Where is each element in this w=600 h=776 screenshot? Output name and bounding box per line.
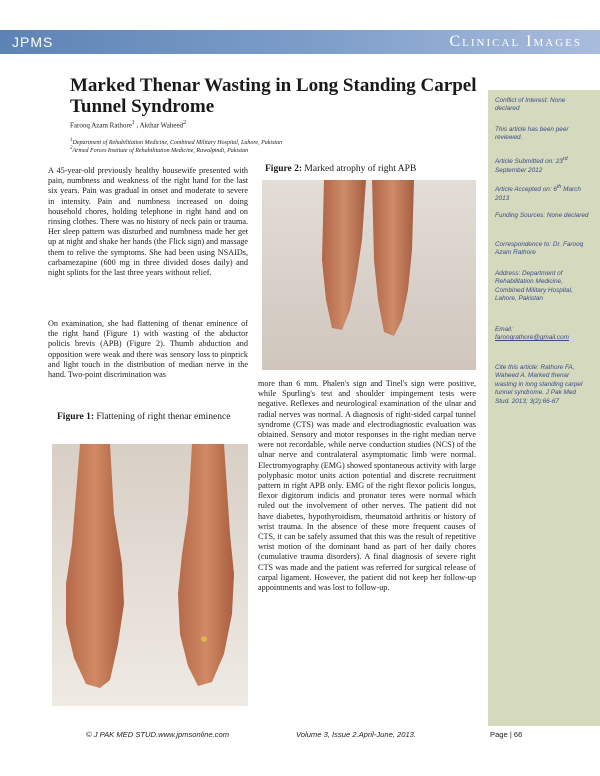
peer-review-note: This article has been peer reviewed. [495,126,569,142]
figure-2-photo [262,180,476,370]
body-paragraph-2: On examination, she had flattening of thenar eminence of the right hand (Figure 1) with wasting of the abductor policis brevis (APB) (Figure 2). Thumb abduction and opposition were weak and there was sensory loss to pinprick and light touch in the distribution of median nerve in the hand. Two-point discrimination was [48,319,248,380]
footer-copyright: © J PAK MED STUD.www.jpmsonline.com [86,730,230,739]
figure-1-photo [52,444,248,706]
citation: Cite this article: Rathore FA, Waheed A. Marked thenar wasting in long standing carpel tunnel syndrome. J Pak Med Stud. 2013; 3(2):66-67 [495,364,583,405]
body-paragraph-3: more than 6 mm. Phalen's sign and Tinel's sign were positive, while Spurling's test and shoulder impingement tests were negative. Reflexes and neurological examination of the ulnar and radial nerves was normal. A diagnosis of right-sided carpal tunnel syndrome (CTS) was made and electrodiagnostic evaluation was obtained. Sensory and motor responses in the right median nerve were not recordable, while nerve conduction studies (NCS) of the ulnar nerve and contralateral asymptomatic limb were normal. Electromyography (EMG) showed spontaneous activity with large polyphasic motor units action potential and discrete recruitment pattern in right APB only. EMG of the right flexor policis longus, flexor digitorum indicis and pronator teres were normal which ruled out the involvement of other nerves. The patient did not have diabetes, hypothyroidism, rheumatoid arthritis or history of wrist trauma. In the absence of these more frequent causes of CTS, it can be safely assumed that this was the result of repetitive wrist motion of the dominant hand as part of her daily chores (cumulative trauma disorders). A final diagnosis of severe right CTS was made and the patient was referred for surgical release of carpal ligament. However, the patient did not keep her follow-up appointments and was lost to follow-up. [258,379,476,593]
footer-issue: Volume 3, Issue 2.April-June, 2013. [296,730,417,739]
affiliation-1: $^1$Department of Rehabilitation Medicine, Combined Military Hospital, Lahore, Pakistan [70,138,283,146]
journal-name: JPMS [12,34,54,50]
correspondence: Correspondence to: Dr. Farooq Azam Rathore [495,241,584,257]
forearms-photo [262,180,476,370]
article-title: Marked Thenar Wasting in Long Standing Carpel Tunnel Syndrome [70,75,477,117]
conflict-of-interest: Conflict of Interest: None declared [495,97,566,113]
page-number: Page | 66 [490,730,523,739]
email-link[interactable]: farooqrathore@gmail.com [495,334,569,341]
submitted-date: Article Submitted on: 23rd September 2012 [495,156,568,174]
figure-2-caption: Figure 2: Marked atrophy of right APB [265,164,417,174]
ring [201,636,207,642]
accepted-date: Article Accepted on: 6th March 2013 [495,184,581,202]
hands-photo [52,444,248,706]
affiliation-2: $^2$Armed Forces Institute of Rehabilitation Medicine, Rawalpindi, Pakistan [70,146,249,154]
body-paragraph-1: A 45-year-old previously healthy housewife presented with pain, numbness and weakness of the right hand for the last six years. Pain was gradual in onset and moderate to severe in intensity. Pain and numbness increased on doing household chores, holding telephone in right hand and on rinsing clothes. There was no history of neck pain or trauma. Her sleep pattern was disturbed and numbness made her get up at night and shake her hands (the Flick sign) and massage them to relive the symptoms. She had been using NSAIDs, carbamezapine (600 mg in three divided doses daily) and night splints for the last three years without relief. [48,166,248,278]
funding-sources: Funding Sources: None declared [495,212,589,219]
address: Address: Department of Rehabilitation Medicine, Combined Military Hospital, Lahore, Pakistan [495,270,573,303]
section-name: Clinical Images [449,33,582,50]
author-line: Farooq Azam Rathore$^1$ , Akthar Waheed$^2$ [70,120,186,130]
figure-1-caption: Figure 1: Flattening of right thenar eminence [57,412,231,422]
email-label: Email: [495,326,513,333]
